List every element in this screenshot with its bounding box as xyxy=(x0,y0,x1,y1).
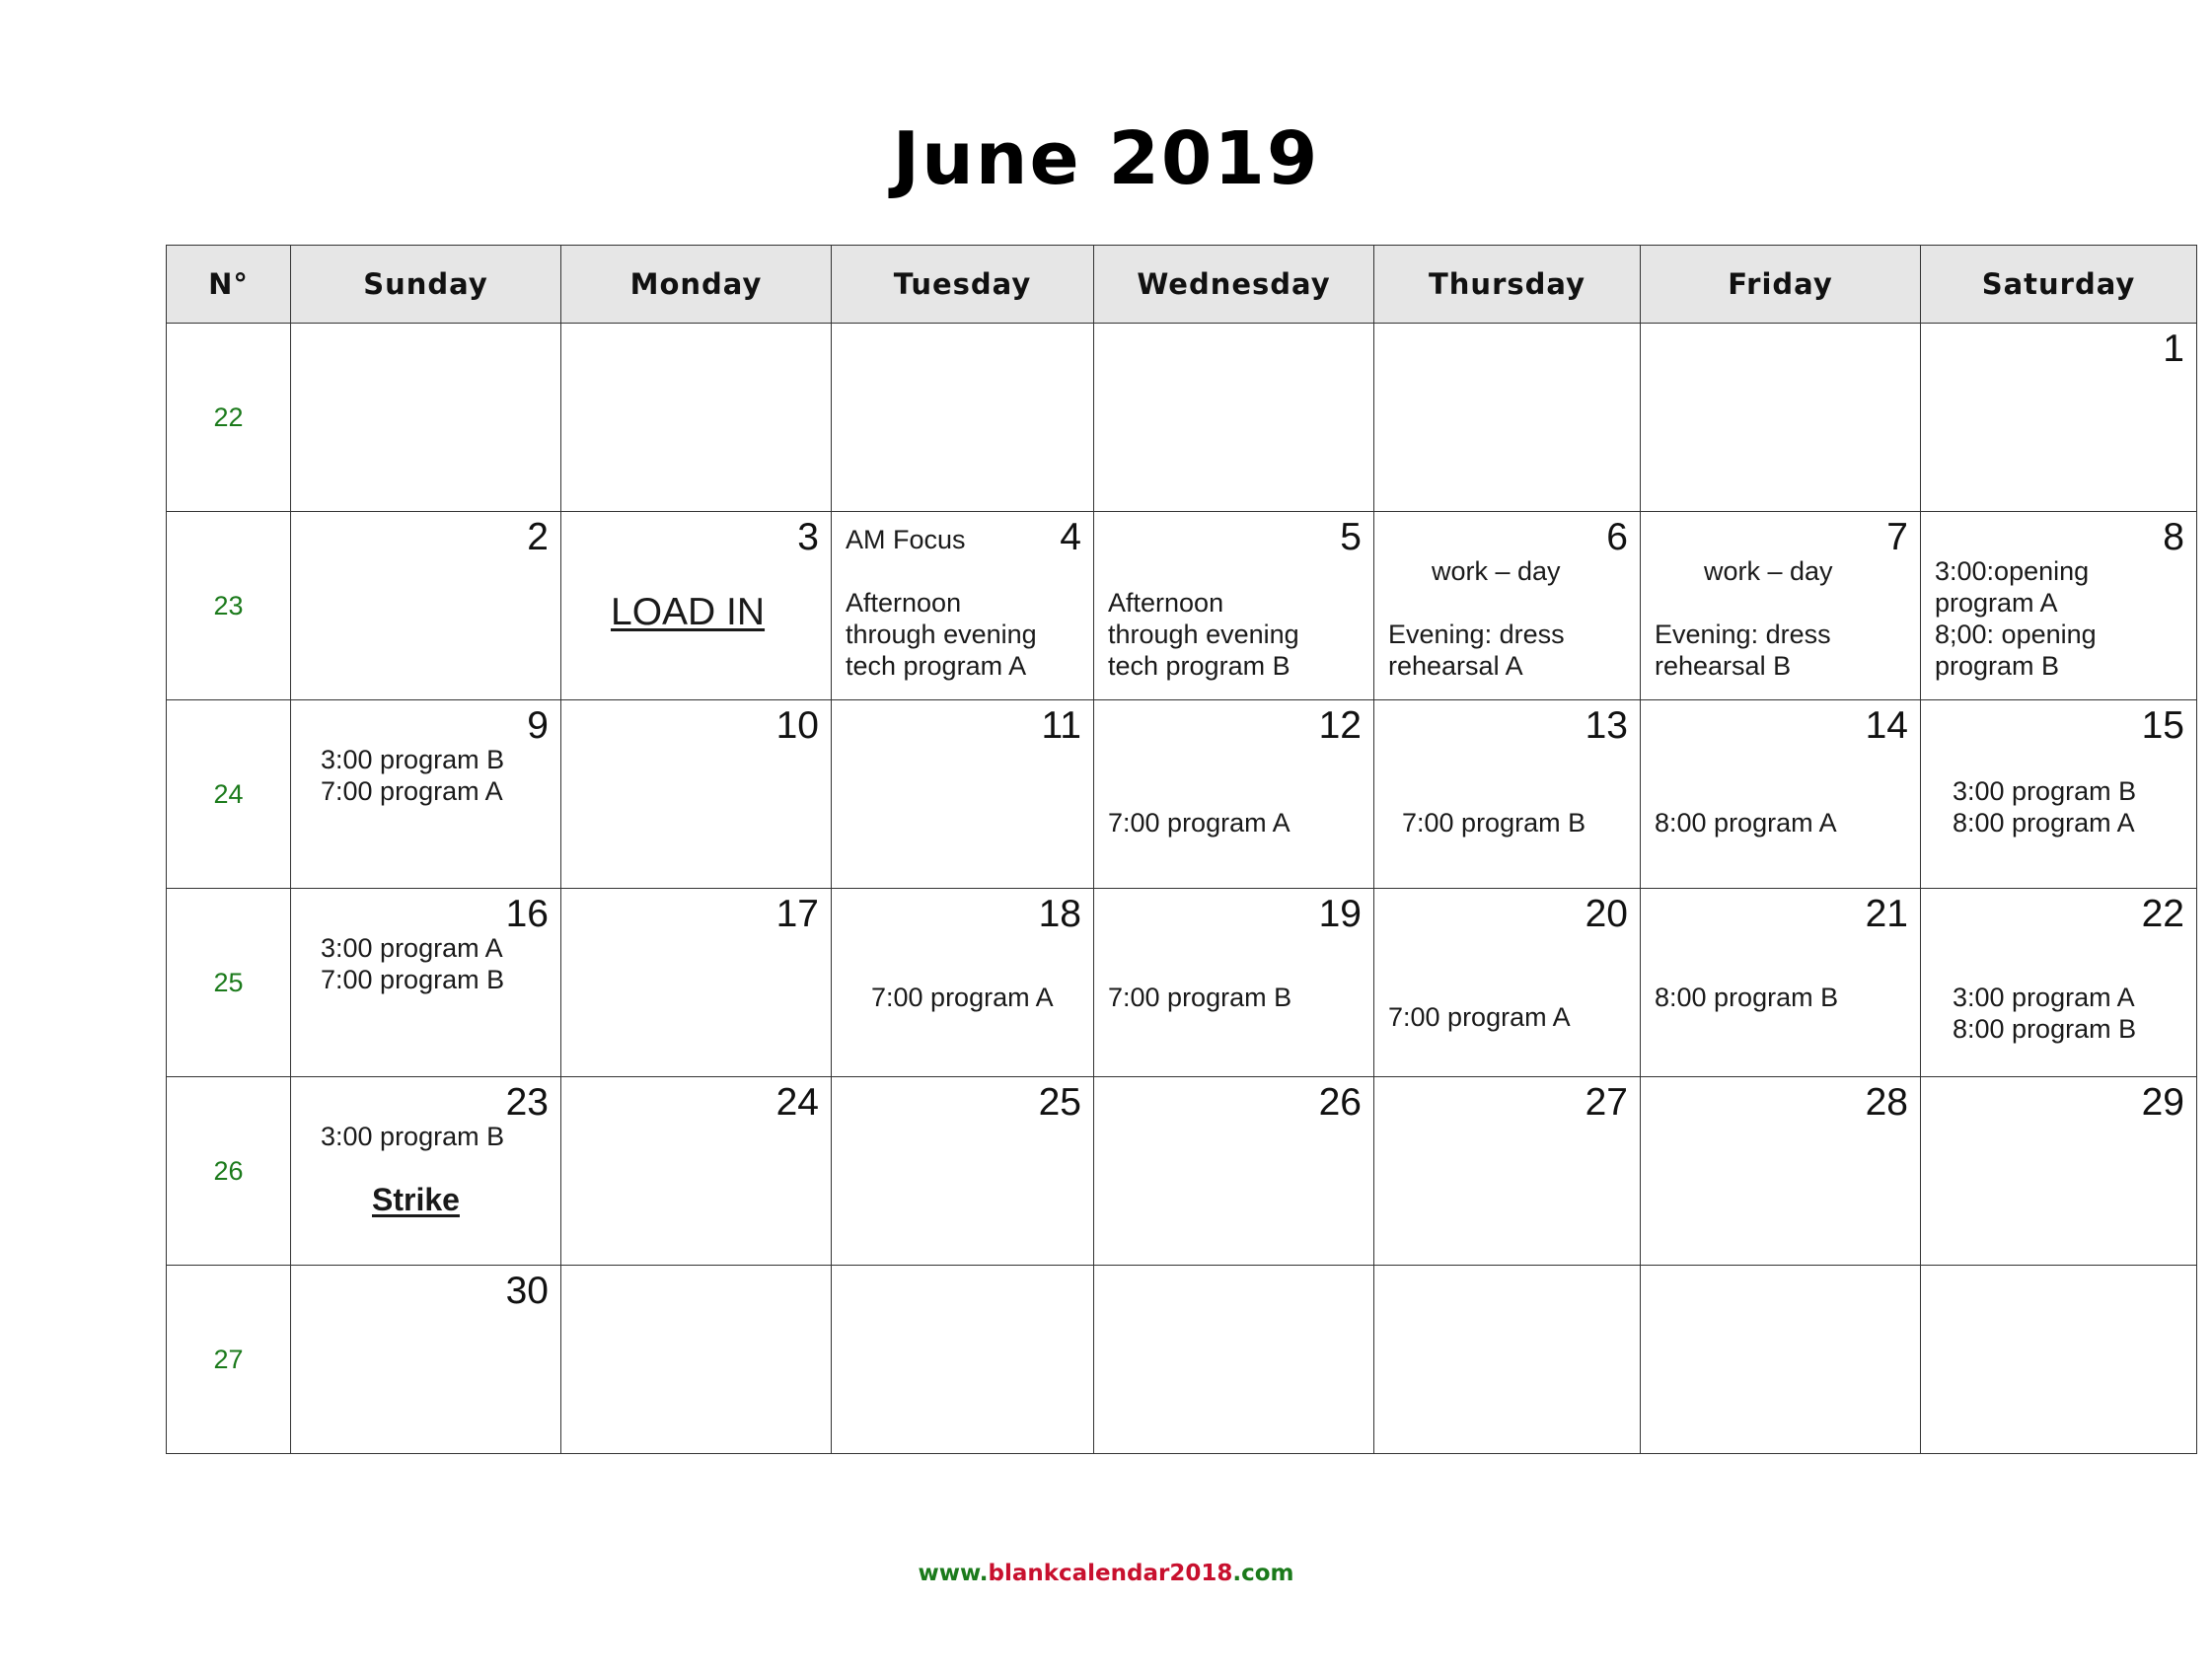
day-cell xyxy=(1374,512,1641,700)
event-text: tech program B xyxy=(1108,651,1290,681)
day-cell xyxy=(1921,512,2197,700)
weekday-header-wednesday: Wednesday xyxy=(1094,246,1374,324)
weekday-header-monday: Monday xyxy=(561,246,832,324)
day-number: 25 xyxy=(1038,1081,1081,1124)
calendar-grid xyxy=(166,245,2197,1454)
week-row xyxy=(167,1266,2197,1454)
day-cell xyxy=(1094,512,1374,700)
day-cell xyxy=(291,324,561,512)
week-number: 24 xyxy=(167,700,291,889)
day-cell xyxy=(291,889,561,1077)
day-number: 15 xyxy=(2141,704,2184,747)
footer-url-domain: blankcalendar2018 xyxy=(988,1561,1233,1586)
event-text: 3:00 program A xyxy=(321,933,503,963)
day-cell xyxy=(1094,1266,1374,1454)
event-text: 8;00: opening xyxy=(1935,620,2097,649)
event-text: 8:00 program B xyxy=(1655,983,1839,1012)
day-cell xyxy=(832,700,1094,889)
day-cell xyxy=(1374,324,1641,512)
day-cell xyxy=(832,889,1094,1077)
event-text: 8:00 program A xyxy=(1655,808,1837,838)
event-text: 7:00 program B xyxy=(1402,808,1586,838)
day-number: 9 xyxy=(527,704,549,747)
event-text: work – day xyxy=(1704,556,1833,586)
event-text: program B xyxy=(1935,651,2060,681)
day-number: 5 xyxy=(1340,516,1362,558)
day-number: 21 xyxy=(1865,893,1908,935)
footer-url[interactable] xyxy=(0,1561,2212,1586)
day-cell xyxy=(291,1077,561,1266)
day-number: 2 xyxy=(527,516,549,558)
week-number: 27 xyxy=(167,1266,291,1454)
day-number: 20 xyxy=(1585,893,1628,935)
day-cell xyxy=(1094,889,1374,1077)
day-number: 3 xyxy=(797,516,819,558)
event-text: 8:00 program A xyxy=(1953,808,2135,838)
day-number: 1 xyxy=(2163,328,2184,370)
week-row xyxy=(167,324,2197,512)
day-cell xyxy=(561,889,832,1077)
day-number: 12 xyxy=(1318,704,1362,747)
day-cell xyxy=(1641,700,1921,889)
event-text: 3:00 program B xyxy=(321,745,505,774)
day-cell xyxy=(561,1266,832,1454)
week-number: 23 xyxy=(167,512,291,700)
event-strike: Strike xyxy=(372,1182,460,1217)
event-load-in: LOAD IN xyxy=(611,591,766,633)
day-cell xyxy=(291,1266,561,1454)
week-number: 22 xyxy=(167,324,291,512)
day-cell xyxy=(1094,324,1374,512)
calendar-title: June 2019 xyxy=(892,116,1320,201)
weekday-header-row xyxy=(167,246,2197,324)
day-number: 28 xyxy=(1865,1081,1908,1124)
day-cell xyxy=(1374,700,1641,889)
day-number: 14 xyxy=(1865,704,1908,747)
day-number: 16 xyxy=(505,893,549,935)
event-text: AM Focus xyxy=(846,525,966,554)
week-number: 26 xyxy=(167,1077,291,1266)
footer-url-tld: .com xyxy=(1232,1561,1294,1586)
day-number: 13 xyxy=(1585,704,1628,747)
day-cell xyxy=(832,324,1094,512)
event-text: program A xyxy=(1935,588,2058,618)
weekday-header-saturday: Saturday xyxy=(1921,246,2197,324)
day-cell xyxy=(1921,889,2197,1077)
day-number: 11 xyxy=(1041,704,1081,747)
event-text: Evening: dress xyxy=(1388,620,1565,649)
day-number: 27 xyxy=(1585,1081,1628,1124)
day-cell xyxy=(832,1266,1094,1454)
event-text: work – day xyxy=(1432,556,1561,586)
day-number: 26 xyxy=(1318,1081,1362,1124)
day-cell xyxy=(291,512,561,700)
event-text: 3:00 program B xyxy=(1953,776,2137,806)
day-cell xyxy=(1641,324,1921,512)
day-number: 30 xyxy=(505,1270,549,1312)
day-number: 4 xyxy=(1060,516,1081,558)
event-text: 7:00 program B xyxy=(321,965,505,994)
event-text: Evening: dress xyxy=(1655,620,1831,649)
event-text: 8:00 program B xyxy=(1953,1014,2137,1044)
event-text: through evening xyxy=(1108,620,1299,649)
day-number: 8 xyxy=(2163,516,2184,558)
day-cell xyxy=(1374,889,1641,1077)
event-text: 7:00 program A xyxy=(1108,808,1290,838)
week-row xyxy=(167,1077,2197,1266)
event-text: Afternoon xyxy=(1108,588,1224,618)
weekday-header-sunday: Sunday xyxy=(291,246,561,324)
event-text: 3:00 program B xyxy=(321,1122,505,1151)
day-cell xyxy=(1094,1077,1374,1266)
event-text: rehearsal B xyxy=(1655,651,1792,681)
day-cell xyxy=(1374,1266,1641,1454)
event-text: 7:00 program A xyxy=(1388,1002,1571,1032)
day-cell xyxy=(1921,1077,2197,1266)
event-text: 7:00 program A xyxy=(871,983,1054,1012)
day-cell xyxy=(561,324,832,512)
event-text: tech program A xyxy=(846,651,1027,681)
day-number: 24 xyxy=(775,1081,819,1124)
week-number-header: N° xyxy=(167,246,291,324)
event-text: Afternoon xyxy=(846,588,962,618)
weekday-header-tuesday: Tuesday xyxy=(832,246,1094,324)
event-text: 3:00 program A xyxy=(1953,983,2135,1012)
day-cell xyxy=(1641,1077,1921,1266)
day-cell xyxy=(561,700,832,889)
day-cell xyxy=(832,1077,1094,1266)
day-number: 10 xyxy=(775,704,819,747)
day-number: 29 xyxy=(2141,1081,2184,1124)
event-text: 7:00 program B xyxy=(1108,983,1292,1012)
day-number: 22 xyxy=(2141,893,2184,935)
day-cell xyxy=(1374,1077,1641,1266)
day-cell xyxy=(1921,1266,2197,1454)
week-number: 25 xyxy=(167,889,291,1077)
week-row xyxy=(167,889,2197,1077)
week-row xyxy=(167,512,2197,700)
day-cell xyxy=(1641,512,1921,700)
event-text: 7:00 program A xyxy=(321,776,503,806)
day-number: 23 xyxy=(505,1081,549,1124)
weekday-header-thursday: Thursday xyxy=(1374,246,1641,324)
day-cell xyxy=(291,700,561,889)
day-number: 18 xyxy=(1038,893,1081,935)
week-row xyxy=(167,700,2197,889)
day-cell xyxy=(1641,1266,1921,1454)
day-cell xyxy=(561,512,832,700)
day-cell xyxy=(561,1077,832,1266)
weekday-header-friday: Friday xyxy=(1641,246,1921,324)
day-cell xyxy=(1921,700,2197,889)
day-number: 19 xyxy=(1318,893,1362,935)
event-text: rehearsal A xyxy=(1388,651,1523,681)
day-cell xyxy=(1094,700,1374,889)
day-number: 7 xyxy=(1886,516,1908,558)
day-number: 17 xyxy=(775,893,819,935)
footer-url-prefix: www. xyxy=(918,1561,989,1586)
event-text: 3:00:opening xyxy=(1935,556,2090,586)
day-number: 6 xyxy=(1606,516,1628,558)
event-text: through evening xyxy=(846,620,1037,649)
day-cell xyxy=(1641,889,1921,1077)
day-cell xyxy=(1921,324,2197,512)
day-cell xyxy=(832,512,1094,700)
